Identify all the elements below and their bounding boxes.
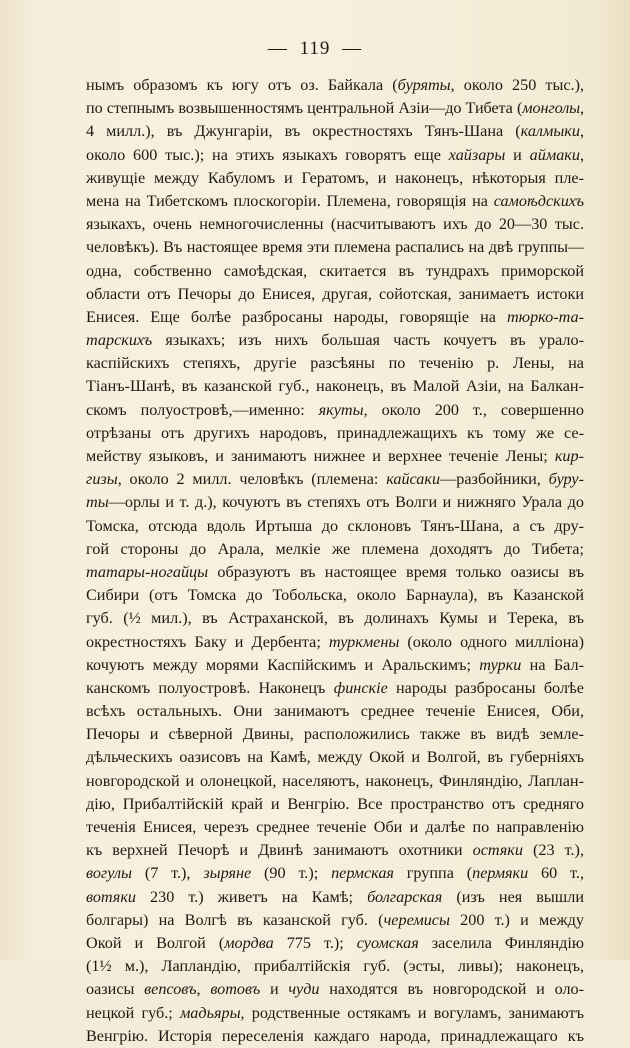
text-line: дію, Прибалтійскій край и Венгрію. Все пространство отъ средняго — [86, 794, 584, 813]
text-line: Томска, отсюда вдоль Иртыша до склоновъ Тянъ-Шана, а съ дру- — [86, 516, 584, 535]
text-line: канскомъ полуостровѣ. Наконецъ финскіе народы разбросаны болѣе — [86, 678, 584, 697]
text-line: Енисея. Еще болѣе разбросаны народы, говорящіе на тюрко-та- — [86, 307, 584, 326]
text-line: кочуютъ между морями Каспійскимъ и Аральскимъ; турки на Бал- — [86, 655, 584, 674]
text-line: скомъ полуостровѣ,—именно: якуты, около 200 т., совершенно — [86, 400, 584, 419]
text-line: Окой и Волгой (мордва 775 т.); суомская заселила Финляндію — [86, 933, 585, 952]
text-line: Сибири (отъ Томска до Тобольска, около Барнаула), въ Казанской — [86, 586, 584, 605]
body-text — [86, 74, 584, 1048]
page-number-header — [0, 38, 630, 60]
text-line: Тіанъ-Шанѣ, въ казанской губ., наконецъ, въ Малой Азіи, на Балкан- — [86, 377, 584, 396]
text-line: языкахъ, очень немногочисленны (насчитываютъ ихъ до 20—30 тыс. — [86, 215, 584, 234]
text-line: гизы, около 2 милл. человѣкъ (племена: кайсаки—разбойники, буру- — [86, 470, 584, 489]
text-line: болгары) на Волгѣ въ казанской губ. (черемисы 200 т.) и между — [86, 910, 584, 929]
text-line: живущіе между Кабуломъ и Гератомъ, и наконецъ, нѣкоторыя пле- — [86, 168, 584, 187]
page-number-dash-left: — — [267, 38, 288, 59]
text-line: мена на Тибетскомъ плоскогоріи. Племена, говорящія на самоѣдскихъ — [86, 191, 584, 210]
page-number-dash-right: — — [342, 38, 363, 59]
text-line: новгородской и олонецкой, населяютъ, наконецъ, Финляндію, Лаплан- — [86, 771, 584, 790]
text-line: губ. (½ мил.), въ Астраханской, въ долинахъ Кумы и Терека, въ — [86, 609, 584, 628]
text-line: нецкой губ.; мадьяры, родственные остякамъ и вогуламъ, занимаютъ — [86, 1003, 584, 1022]
text-line: татары-ногайцы образуютъ въ настоящее время только оазисы въ — [86, 562, 584, 581]
text-line: окрестностяхъ Баку и Дербента; туркмены (около одного милліона) — [86, 632, 584, 651]
text-line: около 600 тыс.); на этихъ языкахъ говорятъ еще хайзары и аймаки, — [86, 145, 584, 164]
text-line: каспійскихъ степяхъ, другіе разсѣяны по теченію р. Лены, на — [86, 354, 584, 373]
text-line: вотяки 230 т.) живетъ на Камѣ; болгарская (изъ нея вышли — [86, 887, 585, 906]
text-line: Печоры и сѣверной Двины, расположились также въ видѣ земле- — [86, 725, 584, 744]
page-number: 119 — [299, 38, 331, 59]
text-line: 4 милл.), въ Джунгаріи, въ окрестностяхъ Тянъ-Шана (калмыки, — [86, 122, 584, 141]
text-line: теченія Енисея, черезъ среднее теченіе Оби и далѣе по направленію — [86, 818, 584, 836]
text-line: всѣхъ остальныхъ. Они занимаютъ среднее теченіе Енисея, Оби, — [86, 702, 584, 721]
text-line: дѣльческихъ оазисовъ на Камѣ, между Окой и Волгой, въ губерніяхъ — [86, 748, 584, 767]
text-line: по степнымъ возвышенностямъ центральной Азіи—до Тибета (монголы, — [86, 99, 584, 118]
text-line: человѣкъ). Въ настоящее время эти племена распались на двѣ группы— — [86, 238, 584, 257]
text-line: (1½ м.), Лапландію, прибалтійскія губ. (эсты, ливы); наконецъ, — [86, 957, 584, 976]
text-line: гой стороны до Арала, мелкіе же племена доходятъ до Тибета; — [86, 539, 584, 558]
text-line: мейству языковъ, и занимаютъ нижнее и верхнее теченіе Лены; кир- — [86, 447, 584, 465]
text-line: ты—орлы и т. д.), кочуютъ въ степяхъ отъ Волги и нижняго Урала до — [86, 493, 584, 512]
text-line: Венгрію. Исторія переселенія каждаго народа, принадлежащаго къ — [86, 1026, 584, 1045]
text-line: вогулы (7 т.), зыряне (90 т.); пермская группа (пермяки 60 т., — [86, 864, 585, 883]
text-line: оазисы вепсовъ, вотовъ и чуди находятся въ новгородской и оло- — [86, 980, 585, 999]
text-line: одна, собственно самоѣдская, скитается въ тундрахъ приморской — [86, 261, 584, 280]
text-line: къ верхней Печорѣ и Двинѣ занимаютъ охотники остяки (23 т.), — [86, 841, 584, 860]
text-line: нымъ образомъ къ югу отъ оз. Байкала (буряты, около 250 тыс.), — [86, 76, 585, 94]
text-line: тарскихъ языкахъ; изъ нихъ большая часть кочуетъ въ урало- — [86, 331, 584, 350]
text-line: области отъ Печоры до Енисея, другая, сойотская, занимаетъ истоки — [86, 284, 584, 303]
text-line: отрѣзаны отъ другихъ народовъ, принадлежащихъ къ тому же се- — [86, 423, 584, 442]
